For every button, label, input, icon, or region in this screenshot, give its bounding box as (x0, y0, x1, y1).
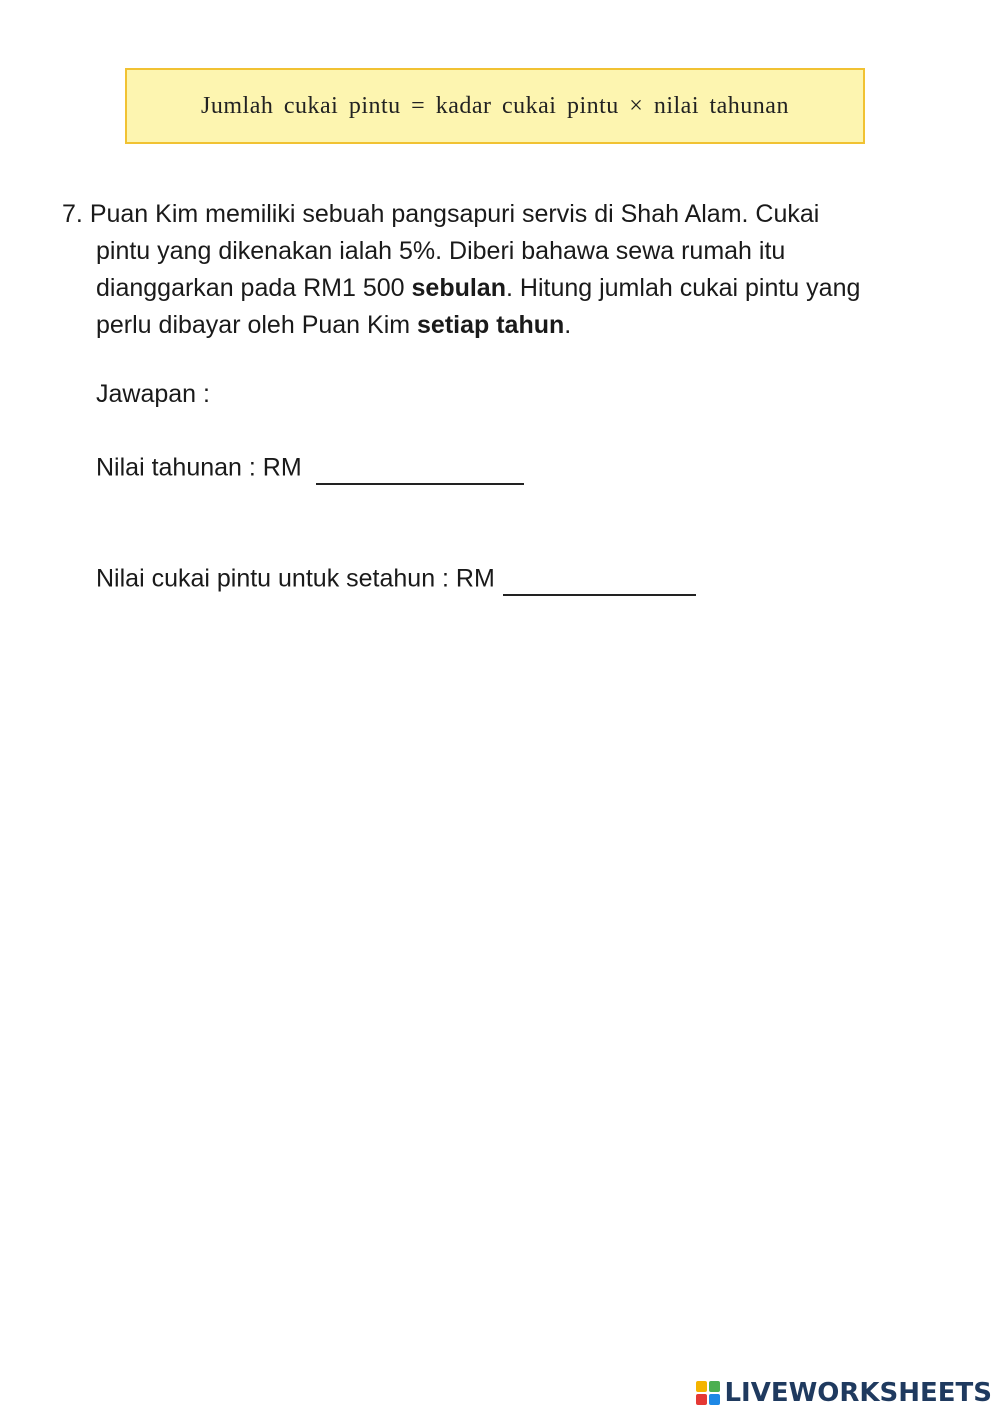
annual-value-input[interactable] (316, 453, 524, 485)
logo-tile-yellow (696, 1381, 707, 1392)
yearly-tax-label: Nilai cukai pintu untuk setahun : RM (96, 564, 495, 593)
yearly-tax-input[interactable] (503, 564, 696, 596)
question-text-4a: perlu dibayar oleh Puan Kim (96, 311, 418, 339)
question-text-4b: . (564, 311, 572, 339)
answer-label: Jawapan : (96, 380, 210, 408)
logo-tile-green (709, 1381, 720, 1392)
logo-text: LIVEWORKSHEETS (724, 1378, 992, 1408)
question-line-4 (62, 307, 942, 344)
question-emphasis-monthly: sebulan (411, 274, 506, 302)
question-emphasis-yearly: setiap tahun (417, 311, 565, 339)
question-line-1 (62, 196, 942, 233)
question-text-3b: . Hitung jumlah cukai pintu yang (506, 274, 861, 302)
question-text-2: pintu yang dikenakan ialah 5%. Diberi bahawa sewa rumah itu (96, 237, 786, 265)
formula-box (125, 68, 865, 144)
question-line-3 (62, 270, 942, 307)
question-text-1: Puan Kim memiliki sebuah pangsapuri servis di Shah Alam. Cukai (89, 200, 820, 228)
question-text-3a: dianggarkan pada RM1 500 (96, 274, 412, 302)
annual-value-row (96, 453, 524, 485)
yearly-tax-row (96, 564, 696, 596)
annual-value-label: Nilai tahunan : RM (96, 453, 302, 482)
question-line-2 (62, 233, 942, 270)
liveworksheets-logo-icon (696, 1381, 720, 1405)
logo-tile-red (696, 1394, 707, 1405)
question-block (62, 196, 942, 344)
question-number: 7. (62, 200, 83, 228)
logo-tile-blue (709, 1394, 720, 1405)
formula-text: Jumlah cukai pintu = kadar cukai pintu × nilai tahunan (201, 92, 789, 119)
liveworksheets-logo (696, 1376, 992, 1410)
